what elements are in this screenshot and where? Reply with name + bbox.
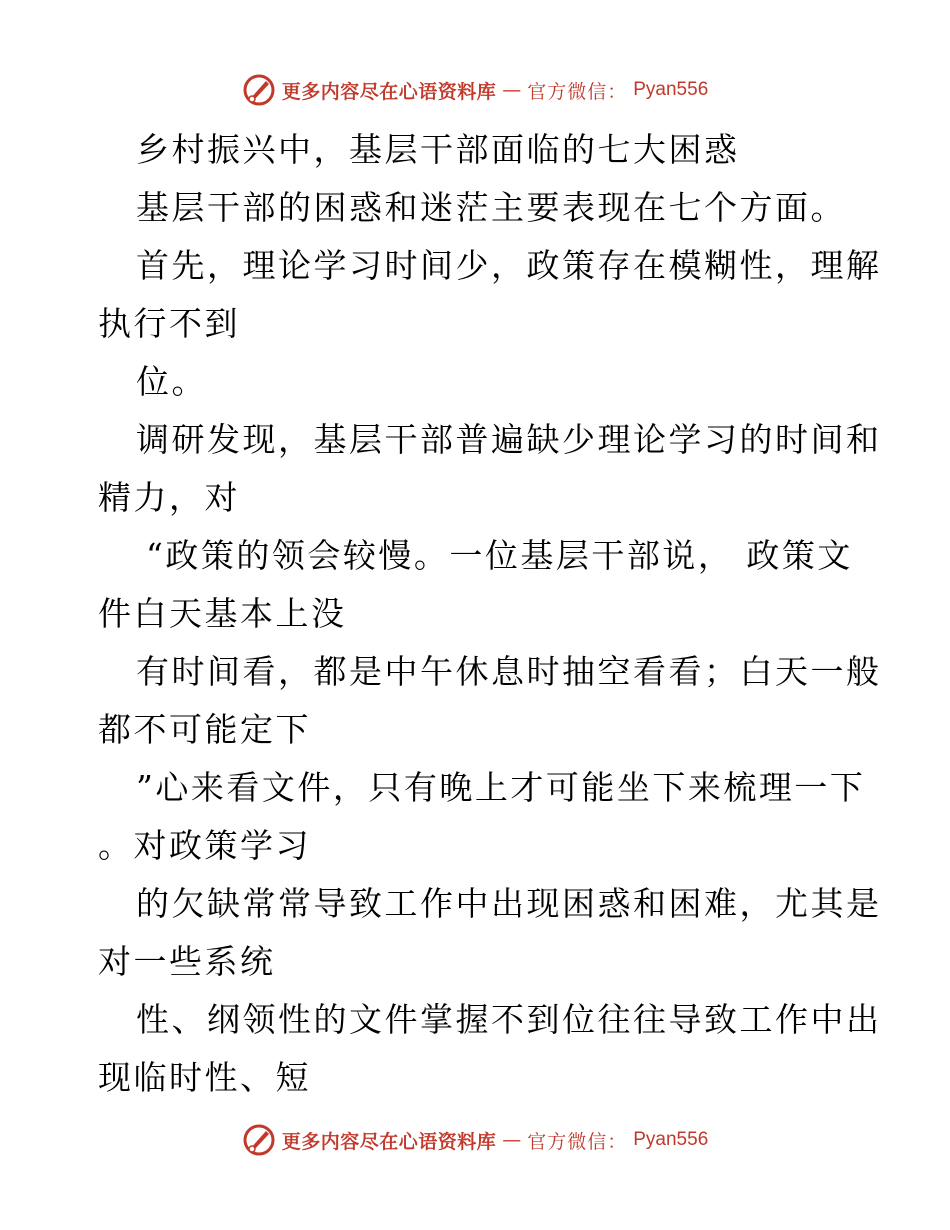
paragraph-line: 的欠缺常常导致工作中出现困惑和困难，尤其是 <box>136 883 882 923</box>
document-title: 乡村振兴中，基层干部面临的七大困惑 <box>136 129 740 169</box>
paragraph-line: 性、纲领性的文件掌握不到位往往导致工作中出 <box>136 999 882 1039</box>
paragraph-line: ”心来看文件，只有晚上才可能坐下来梳理一下 <box>136 767 866 807</box>
document-body <box>98 120 882 1106</box>
watermark-sub-text: 官方微信： <box>527 1130 628 1153</box>
paragraph-line: 调研发现，基层干部普遍缺少理论学习的时间和 <box>136 419 882 459</box>
paragraph-line: 。对政策学习 <box>98 825 311 865</box>
paragraph-line: 件白天基本上没 <box>98 593 347 633</box>
watermark-main-text: 更多内容尽在心语资料库 <box>281 1130 497 1153</box>
footer-watermark <box>0 1120 950 1160</box>
quill-pen-logo-icon <box>242 1123 276 1157</box>
watermark-wechat-id: Pyan556 <box>633 1129 709 1150</box>
paragraph-line: 位。 <box>136 361 207 401</box>
paragraph-line: 有时间看，都是中午休息时抽空看看；白天一般 <box>136 651 882 691</box>
paragraph-line: 精力，对 <box>98 477 240 517</box>
paragraph-line: 对一些系统 <box>98 941 276 981</box>
watermark-main-text: 更多内容尽在心语资料库 <box>281 80 497 103</box>
paragraph-line: 首先，理论学习时间少，政策存在模糊性，理解 <box>136 245 882 285</box>
watermark-dash: — <box>502 1129 522 1151</box>
paragraph-line: 执行不到 <box>98 303 240 343</box>
watermark-sub-text: 官方微信： <box>527 80 628 103</box>
paragraph-line: 都不可能定下 <box>98 709 311 749</box>
paragraph-line: 现临时性、短 <box>98 1057 311 1097</box>
header-watermark <box>0 70 950 110</box>
watermark-dash: — <box>502 79 522 101</box>
quill-pen-logo-icon <box>242 73 276 107</box>
watermark-wechat-id: Pyan556 <box>633 79 709 100</box>
paragraph-line: “政策的领会较慢。一位基层干部说， 政策文 <box>146 535 853 575</box>
paragraph-line: 基层干部的困惑和迷茫主要表现在七个方面。 <box>136 187 846 227</box>
